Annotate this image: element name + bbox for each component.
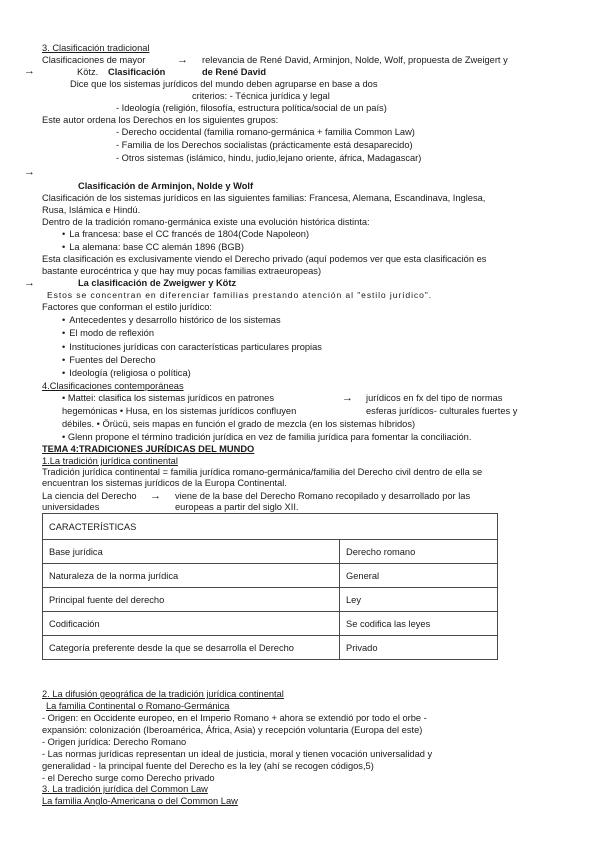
text-line: Dice que los sistemas jurídicos del mundo deben agruparse en base a dos <box>70 79 378 89</box>
table-header-row <box>43 514 498 540</box>
arrow-icon: → <box>24 65 35 77</box>
list-item: • El modo de reflexión <box>62 328 154 339</box>
table-header-cell: CARACTERÍSTICAS <box>43 514 498 540</box>
table-row <box>43 564 498 588</box>
list-item: • La francesa: base el CC francés de 1804(Code Napoleon) <box>62 229 309 240</box>
text-line: expansión: colonización (Iberoamérica, África, Asia) y recepción voluntaria (Europa del este) <box>42 725 423 735</box>
table-cell-value: Ley <box>340 588 498 612</box>
subheading-familia-anglo-americana: La familia Anglo-Americana o del Common Law <box>42 796 238 806</box>
text-line: débiles. • Örücü, seis mapas en función el grado de mezcla (en los sistemas híbridos) <box>62 419 416 429</box>
list-item: • La alemana: base CC alemán 1896 (BGB) <box>62 242 244 253</box>
text-line: hegemónicas • Husa, en los sistemas jurídicos confluyen <box>62 406 297 416</box>
table-cell-value: General <box>340 564 498 588</box>
table-row <box>43 588 498 612</box>
text-line: Tradición jurídica continental = familia jurídica romano-germánica/familia del Derecho civil dentro de ella se <box>42 467 483 477</box>
text-line: Estos se concentran en diferenciar familias prestando atención al "estilo jurídico". <box>47 290 433 300</box>
table-row <box>43 612 498 636</box>
arrow-icon: → <box>150 490 161 502</box>
text-line: - Ideología (religión, filosofía, estructura política/social de un país) <box>116 103 387 113</box>
arrow-icon: → <box>342 392 353 404</box>
text-line: relevancia de René David, Arminjon, Nolde, Wolf, propuesta de Zweigert y <box>202 55 508 65</box>
table-cell-label: Principal fuente del derecho <box>43 588 340 612</box>
text-line: Rusa, Islámica e Hindú. <box>42 205 141 215</box>
subheading-arminjon-nolde-wolf: Clasificación de Arminjon, Nolde y Wolf <box>78 181 254 191</box>
section-heading-tradicion-continental: 1.La tradición jurídica continental <box>42 456 178 466</box>
table-cell-label: Codificación <box>43 612 340 636</box>
text-line: viene de la base del Derecho Romano recopilado y desarrollado por las <box>175 491 471 501</box>
characteristics-table <box>42 513 498 660</box>
arrow-icon: → <box>177 54 188 66</box>
text-line: encuentran los sistemas jurídicos de la Europa Continental. <box>42 478 287 488</box>
text-line: - Origen jurídica: Derecho Romano <box>42 737 187 747</box>
text-line: - Origen: en Occidente europeo, en el Imperio Romano + ahora se extendió por todo el orbe - <box>42 713 427 723</box>
text-line: Clasificaciones de mayor <box>42 55 146 65</box>
list-item: - Derecho occidental (familia romano-germánica + familia Common Law) <box>116 127 415 137</box>
chapter-title: TEMA 4:TRADICIONES JURÍDICAS DEL MUNDO <box>42 444 255 454</box>
text-line: La ciencia del Derecho <box>42 491 137 501</box>
list-item: - Otros sistemas (islámico, hindu, judio,lejano oriente, áfrica, Madagascar) <box>116 153 422 163</box>
subheading-rene-david: de René David <box>202 67 267 77</box>
list-item: • Instituciones jurídicas con características particulares propias <box>62 342 322 353</box>
text-line: jurídicos en fx del tipo de normas <box>366 393 503 403</box>
text-line: Kötz. <box>77 67 99 77</box>
subheading-zweigert-kotz: La clasificación de Zweigwer y Kötz <box>78 278 237 288</box>
list-item: • Ideología (religiosa o política) <box>62 368 191 379</box>
text-line: Este autor ordena los Derechos en los siguientes grupos: <box>42 115 279 125</box>
arrow-icon: → <box>24 277 35 289</box>
section-heading-clasificaciones-contemporaneas: 4.Clasificaciones contemporáneas <box>42 381 184 391</box>
section-heading-difusion-geografica: 2. La difusión geográfica de la tradición jurídica continental <box>42 689 284 699</box>
text-line: bastante eurocéntrica y que hay muy pocas familias extraeuropeas) <box>42 266 322 276</box>
text-line: Esta clasificación es exclusivamente viendo el Derecho privado (aquí podemos ver que esta clasificación es <box>42 254 487 264</box>
text-line: esferas jurídicos- culturales fuertes y <box>366 406 518 416</box>
text-line: Clasificación de los sistemas jurídicos en las siguientes familias: Francesa, Alemana, Escandinava, Inglesa, <box>42 193 486 203</box>
table-cell-value: Se codifica las leyes <box>340 612 498 636</box>
table-cell-label: Base jurídica <box>43 540 340 564</box>
list-item: - Familia de los Derechos socialistas (prácticamente está desaparecido) <box>116 140 413 150</box>
text-line: generalidad - la principal fuente del Derecho es la ley (ahí se recogen códigos,5) <box>42 761 374 771</box>
arrow-icon: → <box>24 166 35 178</box>
list-item: • Antecedentes y desarrollo histórico de los sistemas <box>62 315 281 326</box>
text-line: • Mattei: clasifica los sistemas jurídicos en patrones <box>62 393 275 403</box>
text-line: universidades <box>42 502 100 512</box>
subheading-familia-continental: La familia Continental o Romano-Germánica <box>46 701 230 711</box>
subheading-clasificacion: Clasificación <box>108 67 166 77</box>
text-line: • Glenn propone el término tradición jurídica en vez de familia jurídica para fomentar la conciliación. <box>62 432 472 442</box>
text-line: criterios: - Técnica jurídica y legal <box>192 91 330 101</box>
section-heading-clasificacion-tradicional: 3. Clasificación tradicional <box>42 43 150 53</box>
table-row <box>43 636 498 660</box>
table-cell-value: Derecho romano <box>340 540 498 564</box>
section-heading-common-law: 3. La tradición jurídica del Common Law <box>42 784 208 794</box>
text-line: Factores que conforman el estilo jurídico: <box>42 302 213 312</box>
table-row <box>43 540 498 564</box>
text-line: europeas a partir del siglo XII. <box>175 502 299 512</box>
text-line: - Las normas jurídicas representan un ideal de justicia, moral y tienen vocación universalidad y <box>42 749 433 759</box>
table-cell-label: Naturaleza de la norma jurídica <box>43 564 340 588</box>
text-line: Dentro de la tradición romano-germánica existe una evolución histórica distinta: <box>42 217 370 227</box>
table-cell-label: Categoría preferente desde la que se desarrolla el Derecho <box>43 636 340 660</box>
table-cell-value: Privado <box>340 636 498 660</box>
list-item: • Fuentes del Derecho <box>62 355 156 366</box>
text-line: - el Derecho surge como Derecho privado <box>42 773 215 783</box>
